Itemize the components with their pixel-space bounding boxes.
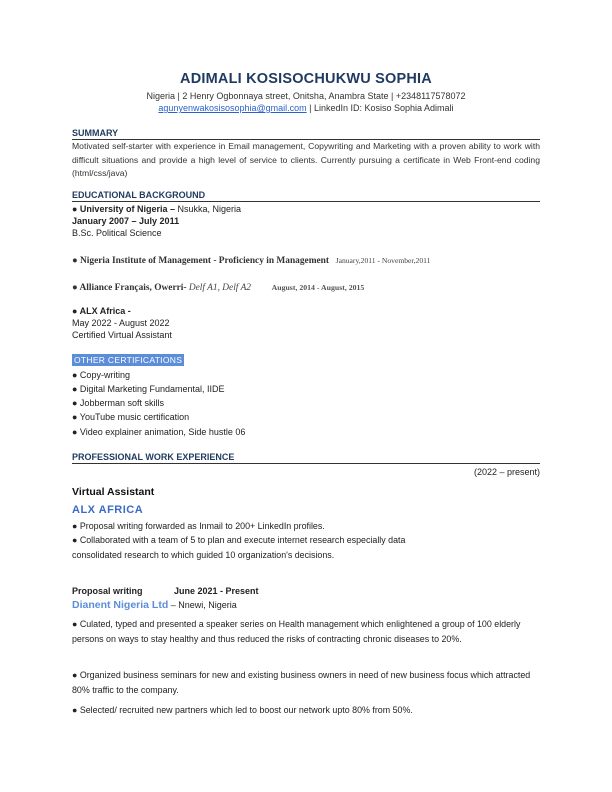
job2-dates: June 2021 - Present bbox=[174, 586, 259, 596]
experience-divider bbox=[72, 463, 540, 464]
edu-af-school: ● Alliance Français, Owerri- bbox=[72, 283, 187, 293]
job2-bullet: ● Organized business seminars for new and existing business owners in need of new business focus which attracted 80% traffic to the company. bbox=[72, 670, 531, 695]
edu-nim-dates: January,2011 - November,2011 bbox=[335, 256, 431, 265]
edu-af-dates: August, 2014 - August, 2015 bbox=[271, 283, 365, 292]
cert-item: ● Jobberman soft skills bbox=[72, 398, 164, 408]
contact-address: Nigeria | 2 Henry Ogbonnaya street, Onitsha, Anambra State | +2348117578072 bbox=[146, 91, 466, 101]
edu-alx-school: ● ALX Africa - bbox=[72, 306, 131, 316]
job2-company-line bbox=[72, 599, 237, 611]
summary-text: Motivated self-starter with experience in Email management, Copywriting and Marketing with a proven ability to work with difficult situations and provide a high level of service to clients. Currently pursuing a certificate in Web Front-end coding (html/css/java) bbox=[72, 141, 540, 178]
edu-af-detail: Delf A1, Delf A2 bbox=[186, 283, 251, 293]
job2-title: Proposal writing bbox=[72, 586, 143, 596]
experience-period: (2022 – present) bbox=[473, 467, 540, 477]
linkedin-text: | LinkedIn ID: Kosiso Sophia Adimali bbox=[306, 103, 454, 113]
candidate-name: ADIMALI KOSISOCHUKWU SOPHIA bbox=[180, 71, 432, 87]
edu-unn-line bbox=[72, 204, 241, 214]
edu-af-line bbox=[72, 281, 364, 293]
edu-unn-degree: B.Sc. Political Science bbox=[72, 228, 162, 238]
edu-nim-line bbox=[72, 254, 430, 266]
edu-alx-dates: May 2022 - August 2022 bbox=[72, 318, 170, 328]
cert-item: ● Video explainer animation, Side hustle 06 bbox=[72, 427, 246, 437]
email-link[interactable]: agunyenwakosisosophia@gmail.com bbox=[158, 103, 307, 113]
job2-bullet: ● Culated, typed and presented a speaker series on Health management which enlightened a group of 100 elderly persons on ways to stay healthy and thus reduced the risks of contracting chronic diseases to 20%. bbox=[72, 619, 521, 644]
experience-heading: PROFESSIONAL WORK EXPERIENCE bbox=[72, 452, 235, 462]
cert-item: ● YouTube music certification bbox=[72, 412, 190, 422]
summary-heading: SUMMARY bbox=[72, 128, 119, 138]
edu-alx-cert: Certified Virtual Assistant bbox=[72, 330, 172, 340]
job2-location: – Nnewi, Nigeria bbox=[168, 600, 237, 610]
edu-unn-place: Nsukka, Nigeria bbox=[177, 204, 241, 214]
cert-item: ● Digital Marketing Fundamental, IIDE bbox=[72, 384, 225, 394]
job1-bullet: ● Collaborated with a team of 5 to plan and execute internet research especially data bbox=[72, 535, 406, 545]
job2-company: Dianent Nigeria Ltd bbox=[72, 599, 169, 611]
job1-bullet-cont: consolidated research to which guided 10 organization's decisions. bbox=[72, 550, 335, 560]
education-divider bbox=[72, 201, 540, 202]
contact-line bbox=[0, 103, 612, 113]
edu-unn-dates: January 2007 – July 2011 bbox=[72, 216, 180, 226]
cert-item: ● Copy-writing bbox=[72, 370, 130, 380]
job1-company: ALX AFRICA bbox=[72, 504, 144, 516]
edu-nim-school: ● Nigeria Institute of Management - Proficiency in Management bbox=[72, 256, 330, 266]
education-heading: EDUCATIONAL BACKGROUND bbox=[72, 190, 206, 200]
certifications-heading: OTHER CERTIFICATIONS bbox=[74, 355, 183, 365]
job1-title: Virtual Assistant bbox=[72, 486, 155, 498]
job1-bullet: ● Proposal writing forwarded as Inmail to 200+ LinkedIn profiles. bbox=[72, 521, 325, 531]
edu-unn-school: ● University of Nigeria – bbox=[72, 204, 178, 214]
job2-bullet: ● Selected/ recruited new partners which led to boost our network upto 80% from 50%. bbox=[72, 705, 413, 715]
